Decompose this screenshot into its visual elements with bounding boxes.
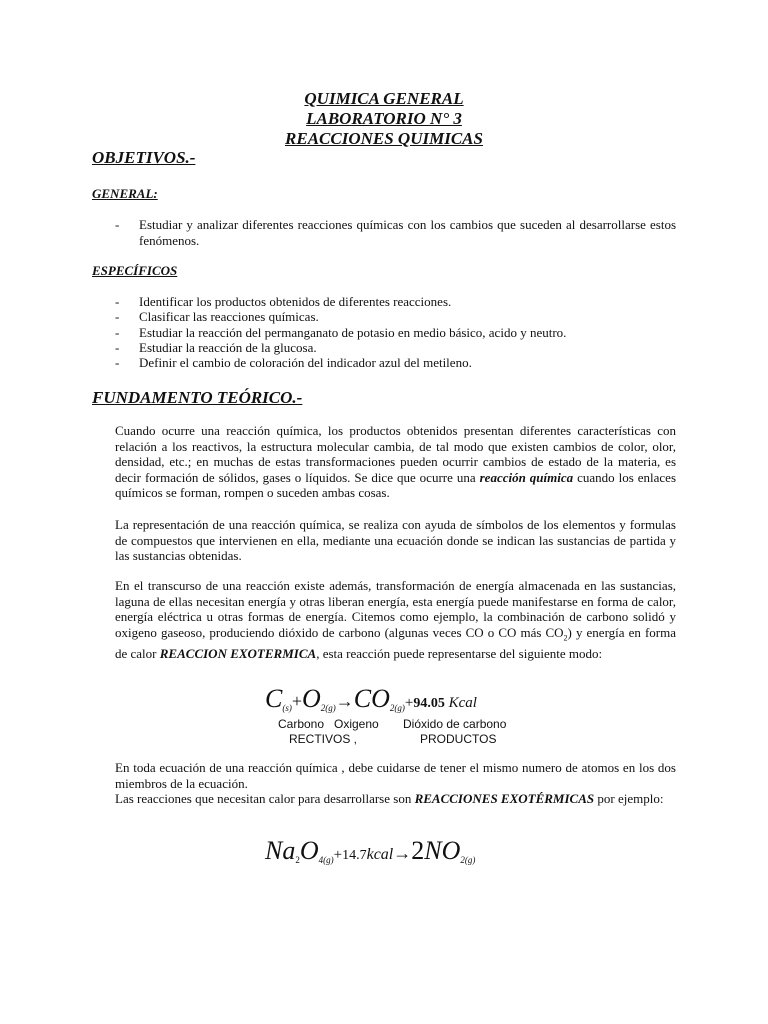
list-item: - Identificar los productos obtenidos de diferentes reacciones. [115,294,676,309]
label-reactivos: RECTIVOS , [289,732,358,746]
equation-example-2: $Na_2O_{4(g)}+14.7kcal\to 2NO_{2(g)}$ [265,836,476,866]
general-heading: GENERAL: [92,186,158,201]
list-item: - Estudiar la reacción del permanganato de potasio en medio básico, acido y neutro. [115,325,676,340]
list-item: - Estudiar la reacción de la glucosa. [115,340,676,355]
label-oxigeno: Oxigeno [334,717,379,731]
list-item: - Clasificar las reacciones químicas. [115,309,676,324]
paragraph-3: En el transcurso de una reacción existe además, transformación de energía almacenada en las sustancias, laguna de ellas necesitan energía y otras liberan energía, esta energía puede manifestarse en forma de calor, energía eléctrica u otras formas de energía. Citemos como ejemplo, la combinación de carbono solidó y oxigeno gaseoso, produciendo dióxido de carbono (algunas veces CO o CO más $CO_2$) y energía en forma de calor REACCION EXOTERMICA, esta reacción puede representarse del siguiente modo: [115,578,676,661]
especificos-list [115,294,676,370]
objetivos-heading: OBJETIVOS.- [92,148,196,167]
fundamento-heading: FUNDAMENTO TEÓRICO.- [92,388,303,407]
paragraph-1: Cuando ocurre una reacción química, los productos obtenidos presentan diferentes características con relación a los reactivos, la estructura molecular cambia, de tal modo que existen cambios de color, olor, densidad, etc.; en muchas de estas transformaciones pueden ocurrir cambios de estado de la materia, es decir formación de sólidos, gases o líquidos. Se dice que ocurre una reacción química cuando los enlaces químicos se forman, rompen o suceden ambas cosas. [115,423,677,500]
list-item: - Definir el cambio de coloración del indicador azul del metileno. [115,355,676,370]
paragraph-4: En toda ecuación de una reacción química , debe cuidarse de tener el mismo numero de atomos en los dos miembros de la ecuación. [115,760,676,791]
label-productos: PRODUCTOS [420,732,497,746]
list-item: - Estudiar y analizar diferentes reacciones químicas con los cambios que suceden al desarrollarse estos fenómenos. [115,217,676,248]
general-list [115,217,676,248]
equation-exotermica: $C_{(s)}+O_{2(g)}\to CO_{2(g)}+94.05$ Kcal [265,684,477,714]
paragraph-2: La representación de una reacción química, se realiza con ayuda de símbolos de los elementos y formulas de compuestos que intervienen en ella, mediante una ecuación donde se indican las sustancias de partida y las sustancias obtenidas. [115,517,676,563]
label-dioxido: Dióxido de carbono [403,717,507,731]
paragraph-5: Las reacciones que necesitan calor para desarrollarse son REACCIONES EXOTÉRMICAS por ejemplo: [115,791,664,806]
title-line-3: REACCIONES QUIMICAS [285,129,483,148]
title-line-1: QUIMICA GENERAL [304,89,464,108]
especificos-heading: ESPECÍFICOS [92,263,178,278]
title-line-2: LABORATORIO N° 3 [306,109,462,128]
label-carbono: Carbono [278,717,325,731]
